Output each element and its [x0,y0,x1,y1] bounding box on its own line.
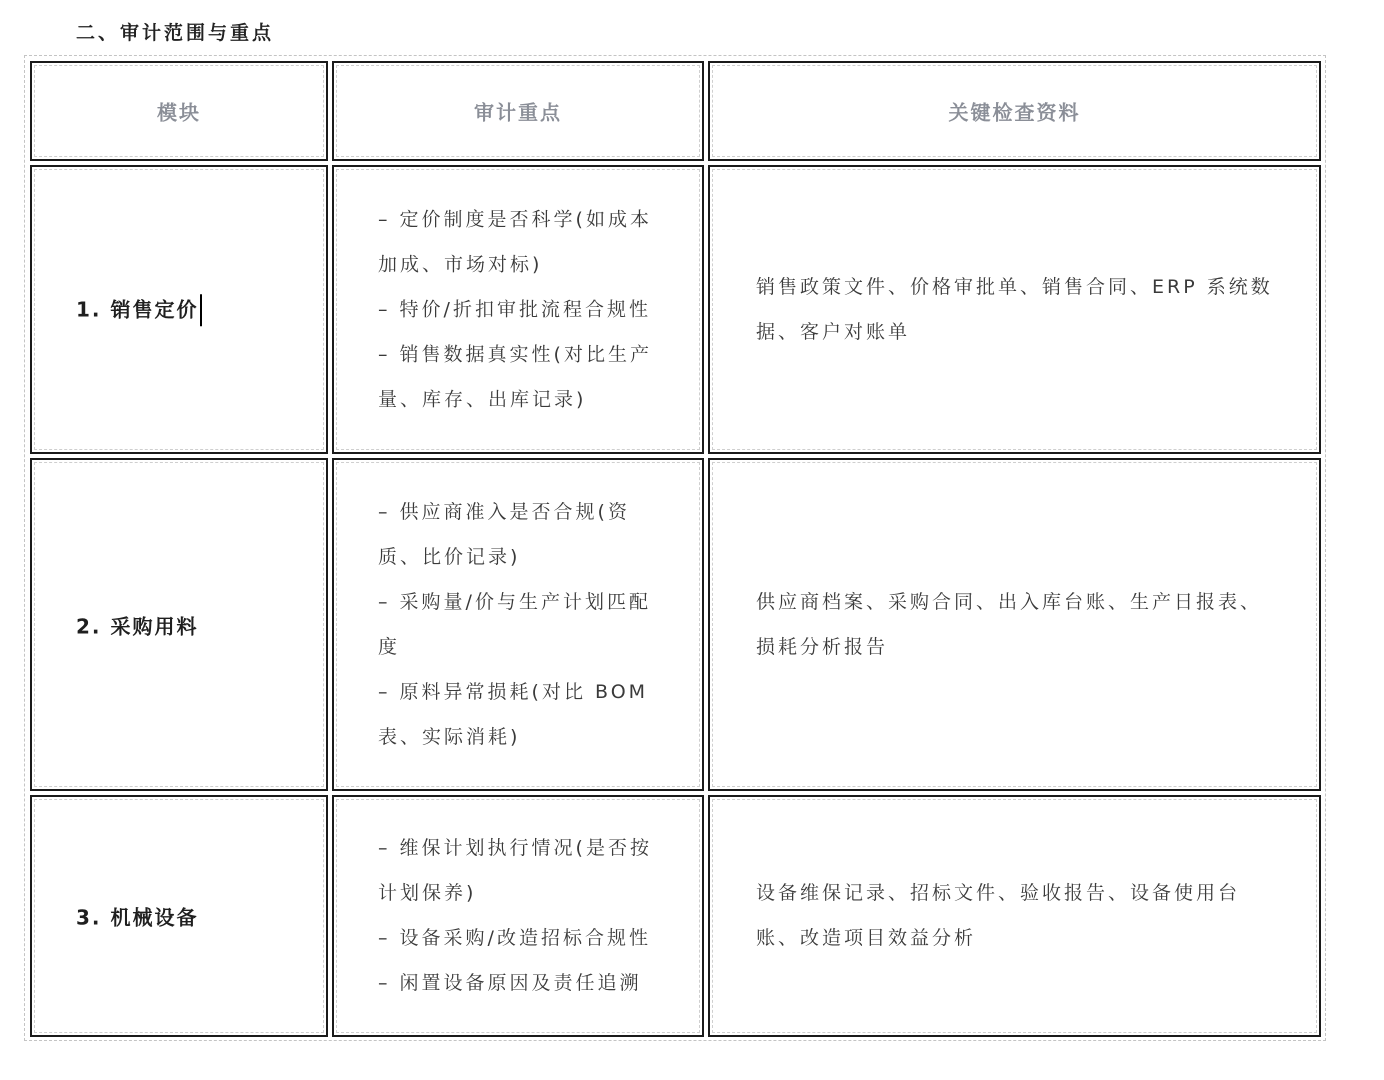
header-key-documents: 关键检查资料 [948,100,1081,125]
audit-point: – 销售数据真实性(对比生产量、库存、出库记录) [378,343,652,410]
audit-point: – 采购量/价与生产计划匹配度 [378,590,651,658]
table-cell-module[interactable] [30,165,328,454]
module-label: 2. 采购用料 [76,614,199,638]
documents-text: 设备维保记录、招标文件、验收报告、设备使用台账、改造项目效益分析 [756,882,1241,949]
table-cell-documents[interactable] [708,165,1321,454]
text-cursor [200,294,202,326]
module-label: 3. 机械设备 [76,905,199,930]
audit-points-list [378,490,662,760]
module-label: 1. 销售定价 [76,296,199,321]
documents-text: 销售政策文件、价格审批单、销售合同、ERP 系统数据、客户对账单 [756,275,1273,343]
audit-points-list [378,826,662,1006]
audit-point: – 维保计划执行情况(是否按计划保养) [378,837,652,904]
audit-point: – 设备采购/改造招标合规性 [378,927,651,949]
audit-point: – 供应商准入是否合规(资质、比价记录) [378,500,630,568]
audit-point: – 原料异常损耗(对比 BOM 表、实际消耗) [378,680,649,748]
header-cell-key-documents [708,61,1321,161]
section-title: 二、审计范围与重点 [76,22,275,44]
audit-point: – 闲置设备原因及责任追溯 [378,972,642,994]
header-module: 模块 [157,100,201,125]
table-cell-module[interactable] [30,458,328,791]
header-cell-module [30,61,328,161]
table-cell-audit-points[interactable] [332,795,704,1037]
audit-points-list [378,197,662,422]
table-cell-audit-points[interactable] [332,458,704,791]
header-audit-focus: 审计重点 [474,100,562,125]
table-cell-audit-points[interactable] [332,165,704,454]
table-cell-documents[interactable] [708,458,1321,791]
audit-point: – 定价制度是否科学(如成本加成、市场对标) [378,208,652,275]
header-cell-audit-focus [332,61,704,161]
audit-point: – 特价/折扣审批流程合规性 [378,298,651,320]
table-cell-documents[interactable] [708,795,1321,1037]
table-cell-module[interactable] [30,795,328,1037]
documents-text: 供应商档案、采购合同、出入库台账、生产日报表、损耗分析报告 [756,590,1263,658]
